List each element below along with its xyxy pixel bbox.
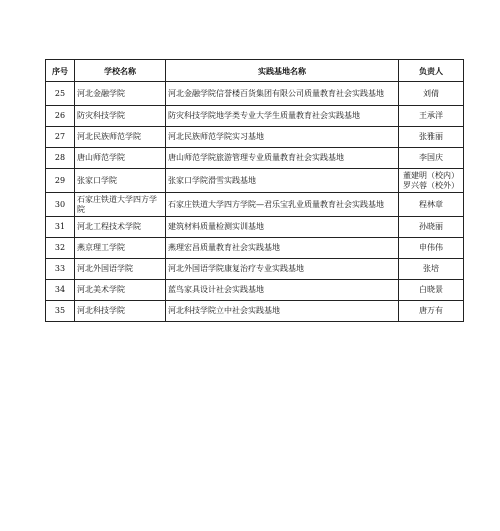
person-name: 董建明（校内） [403,170,459,180]
row-person-in-charge [399,148,464,169]
header-school: 学校名称 [75,60,166,82]
table-body [46,82,464,322]
table-header-row [46,60,464,82]
row-index: 30 [46,193,75,217]
row-base-name: 张家口学院滑雪实践基地 [166,169,399,193]
row-school-name: 河北金融学院 [75,82,166,106]
person-name: 罗兴蓉（校外） [403,180,459,190]
row-base-name: 河北科技学院立中社会实践基地 [166,301,399,322]
row-base-name: 石家庄铁道大学四方学院—君乐宝乳业质量教育社会实践基地 [166,193,399,217]
row-index: 26 [46,106,75,127]
table-row [46,106,464,127]
table-row [46,259,464,280]
row-person-in-charge [399,217,464,238]
row-person-in-charge [399,82,464,106]
header-index: 序号 [46,60,75,82]
row-index: 27 [46,127,75,148]
row-school-name: 河北科技学院 [75,301,166,322]
row-person-in-charge [399,301,464,322]
person-name: 张雅丽 [419,132,443,141]
practice-base-table [45,59,464,322]
table-row [46,169,464,193]
header-person: 负责人 [399,60,464,82]
row-person-in-charge [399,193,464,217]
person-name: 白晓景 [419,285,443,294]
person-name: 刘倩 [423,88,439,98]
row-base-name: 河北民族师范学院实习基地 [166,127,399,148]
row-school-name: 石家庄铁道大学四方学院 [75,193,166,217]
table-row [46,82,464,106]
row-school-name: 河北美术学院 [75,280,166,301]
row-school-name: 河北工程技术学院 [75,217,166,238]
table-row [46,238,464,259]
row-person-in-charge [399,238,464,259]
row-base-name: 蓝鸟家具设计社会实践基地 [166,280,399,301]
row-index: 31 [46,217,75,238]
person-name: 程林章 [419,199,443,209]
row-index: 25 [46,82,75,106]
row-index: 34 [46,280,75,301]
table-row [46,217,464,238]
table-row [46,127,464,148]
row-person-in-charge [399,106,464,127]
row-person-in-charge [399,259,464,280]
row-index: 28 [46,148,75,169]
row-base-name: 建筑材料质量检测实训基地 [166,217,399,238]
person-name: 唐万有 [419,306,443,315]
row-index: 32 [46,238,75,259]
row-base-name: 燕理宏昌质量教育社会实践基地 [166,238,399,259]
row-base-name: 河北外国语学院康复治疗专业实践基地 [166,259,399,280]
header-base: 实践基地名称 [166,60,399,82]
table-row [46,193,464,217]
row-school-name: 张家口学院 [75,169,166,193]
person-name: 孙晓丽 [419,222,443,231]
person-name: 张培 [423,264,439,273]
row-school-name: 唐山师范学院 [75,148,166,169]
row-index: 33 [46,259,75,280]
row-base-name: 唐山师范学院旅游管理专业质量教育社会实践基地 [166,148,399,169]
row-school-name: 河北民族师范学院 [75,127,166,148]
person-name: 李国庆 [419,153,443,162]
row-school-name: 燕京理工学院 [75,238,166,259]
row-index: 35 [46,301,75,322]
row-school-name: 河北外国语学院 [75,259,166,280]
table-row [46,280,464,301]
person-name: 王承洋 [419,111,443,120]
row-school-name: 防灾科技学院 [75,106,166,127]
row-index: 29 [46,169,75,193]
row-person-in-charge [399,127,464,148]
row-person-in-charge [399,169,464,193]
row-base-name: 河北金融学院信誉楼百货集团有限公司质量教育社会实践基地 [166,82,399,106]
person-name: 申伟伟 [419,243,443,252]
row-base-name: 防灾科技学院地学类专业大学生质量教育社会实践基地 [166,106,399,127]
table-row [46,301,464,322]
row-person-in-charge [399,280,464,301]
table-row [46,148,464,169]
